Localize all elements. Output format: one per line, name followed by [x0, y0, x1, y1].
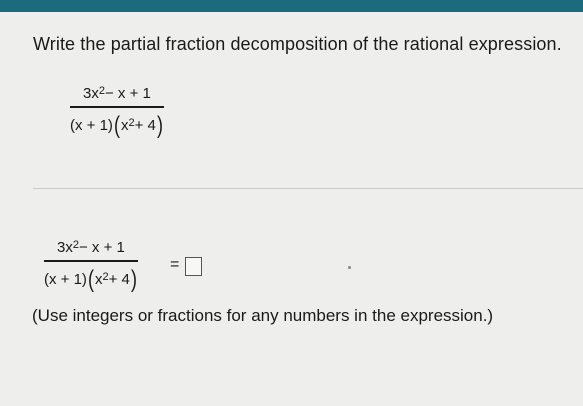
question-prompt: Write the partial fraction decomposition of the rational expression.: [33, 34, 562, 54]
expression-numerator: [83, 86, 151, 101]
lhs-denominator-x: x: [94, 271, 103, 289]
numerator-rest: − x + 1: [104, 85, 151, 102]
lhs-right-paren: ): [130, 265, 137, 293]
top-accent-bar: [0, 0, 583, 12]
denominator-exponent: 2: [128, 117, 135, 130]
lhs-numerator-term: 3x: [57, 239, 73, 256]
equals-sign: =: [170, 256, 180, 273]
denominator-rest: + 4: [134, 117, 156, 135]
answer-instruction: (Use integers or fractions for any numbers in the expression.): [32, 306, 494, 325]
numerator-exponent: 2: [98, 85, 105, 97]
given-rational-expression: [70, 85, 164, 139]
lhs-denominator-factor-1: (x + 1): [44, 271, 87, 289]
denominator-x: x: [120, 117, 129, 135]
stray-dot: [348, 266, 351, 269]
lhs-fraction-bar: [44, 260, 138, 262]
expression-denominator: [70, 111, 164, 139]
lhs-numerator: [57, 240, 125, 255]
lhs-denominator-exponent: 2: [102, 271, 109, 284]
lhs-denominator-rest: + 4: [108, 271, 130, 289]
left-paren: (: [113, 111, 120, 139]
answer-lhs-expression: [44, 239, 138, 293]
fraction-bar: [70, 106, 164, 108]
lhs-numerator-rest: − x + 1: [78, 239, 125, 256]
answer-input-box[interactable]: [185, 257, 202, 276]
numerator-term: 3x: [83, 85, 99, 102]
right-paren: ): [156, 111, 163, 139]
lhs-left-paren: (: [87, 265, 94, 293]
lhs-numerator-exponent: 2: [72, 239, 79, 251]
section-divider: [33, 188, 583, 189]
denominator-factor-1: (x + 1): [70, 117, 113, 135]
lhs-denominator: [44, 265, 138, 293]
